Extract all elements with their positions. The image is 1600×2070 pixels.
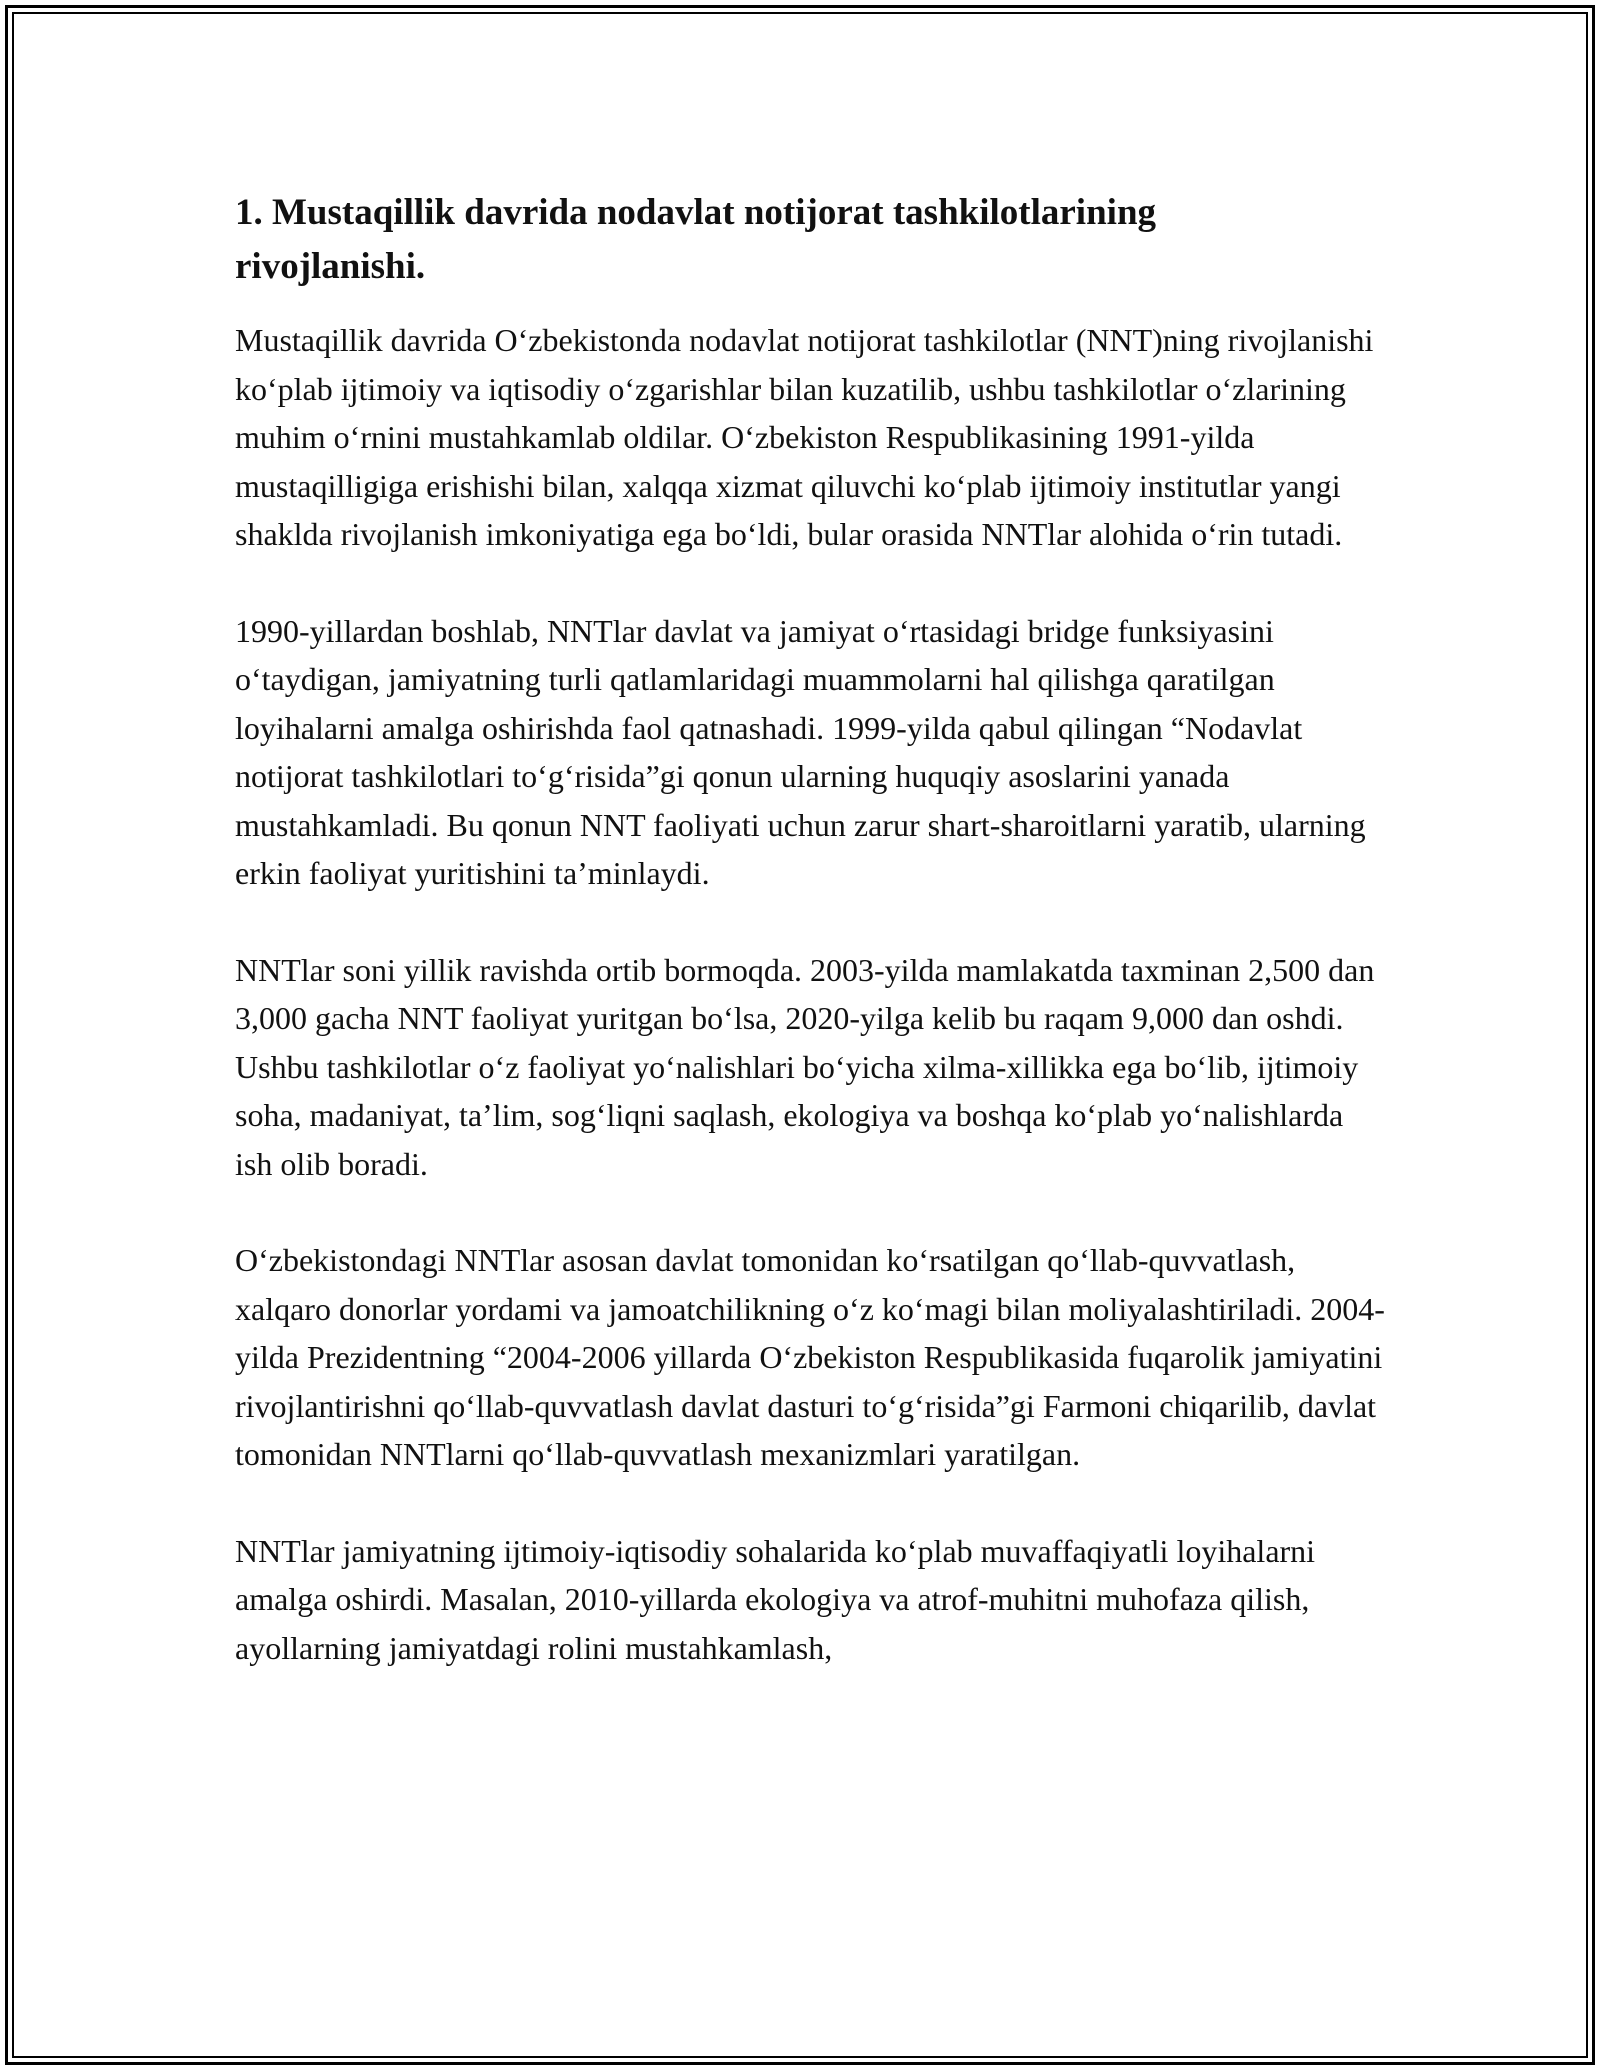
paragraph-2: 1990-yillardan boshlab, NNTlar davlat va jamiyat o‘rtasidagi bridge funksiyasini o‘taydigan, jamiyatning turli qatlamlaridagi muammolarni hal qilishga qaratilgan loyihalarni amalga oshirishda faol qatnashadi. 1999-yilda qabul qilingan “Nodavlat notijorat tashkilotlari to‘g‘risida”gi qonun ularning huquqiy asoslarini yanada mustahkamladi. Bu qonun NNT faoliyati uchun zarur shart-sharoitlarni yaratib, ularning erkin faoliyat yuritishini ta’minlaydi. — [235, 612, 1366, 891]
paragraph-1: Mustaqillik davrida O‘zbekistonda nodavlat notijorat tashkilotlar (NNT)ning rivojlanishi ko‘plab ijtimoiy va iqtisodiy o‘zgarishlar bilan kuzatilib, ushbu tashkilotlar o‘zlarining muhim o‘rnini mustahkamlab oldilar. O‘zbekiston Respublikasining 1991-yilda mustaqilligiga erishishi bilan, xalqqa xizmat qiluvchi ko‘plab ijtimoiy institutlar yangi shaklda rivojlanish imkoniyatiga ega bo‘ldi, bular orasida NNTlar alohida o‘rin tutadi. — [235, 322, 1374, 552]
document-body — [235, 186, 1385, 1720]
paragraph-3: NNTlar soni yillik ravishda ortib bormoqda. 2003-yilda mamlakatda taxminan 2,500 dan 3,000 gacha NNT faoliyat yuritgan bo‘lsa, 2020-yilga kelib bu raqam 9,000 dan oshdi. Ushbu tashkilotlar o‘z faoliyat yo‘nalishlari bo‘yicha xilma-xillikka ega bo‘lib, ijtimoiy soha, madaniyat, ta’lim, sog‘liqni saqlash, ekologiya va boshqa ko‘plab yo‘nalishlarda ish olib boradi. — [235, 951, 1375, 1182]
paragraph-5: NNTlar jamiyatning ijtimoiy-iqtisodiy sohalarida ko‘plab muvaffaqiyatli loyihalarni amalga oshirdi. Masalan, 2010-yillarda ekologiya va atrof-muhitni muhofaza qilish, ayollarning jamiyatdagi rolini mustahkamlash, — [235, 1532, 1316, 1666]
paragraph-4: O‘zbekistondagi NNTlar asosan davlat tomonidan ko‘rsatilgan qo‘llab-quvvatlash, xalqaro donorlar yordami va jamoatchilikning o‘z ko‘magi bilan moliyalashtiriladi. 2004-yilda Prezidentning “2004-2006 yillarda O‘zbekiston Respublikasida fuqarolik jamiyatini rivojlantirishni qo‘llab-quvvatlash davlat dasturi to‘g‘risida”gi Farmoni chiqarilib, davlat tomonidan NNTlarni qo‘llab-quvvatlash mexanizmlari yaratilgan. — [235, 1242, 1385, 1472]
document-title: 1. Mustaqillik davrida nodavlat notijorat tashkilotlarining rivojlanishi. — [235, 192, 1157, 287]
